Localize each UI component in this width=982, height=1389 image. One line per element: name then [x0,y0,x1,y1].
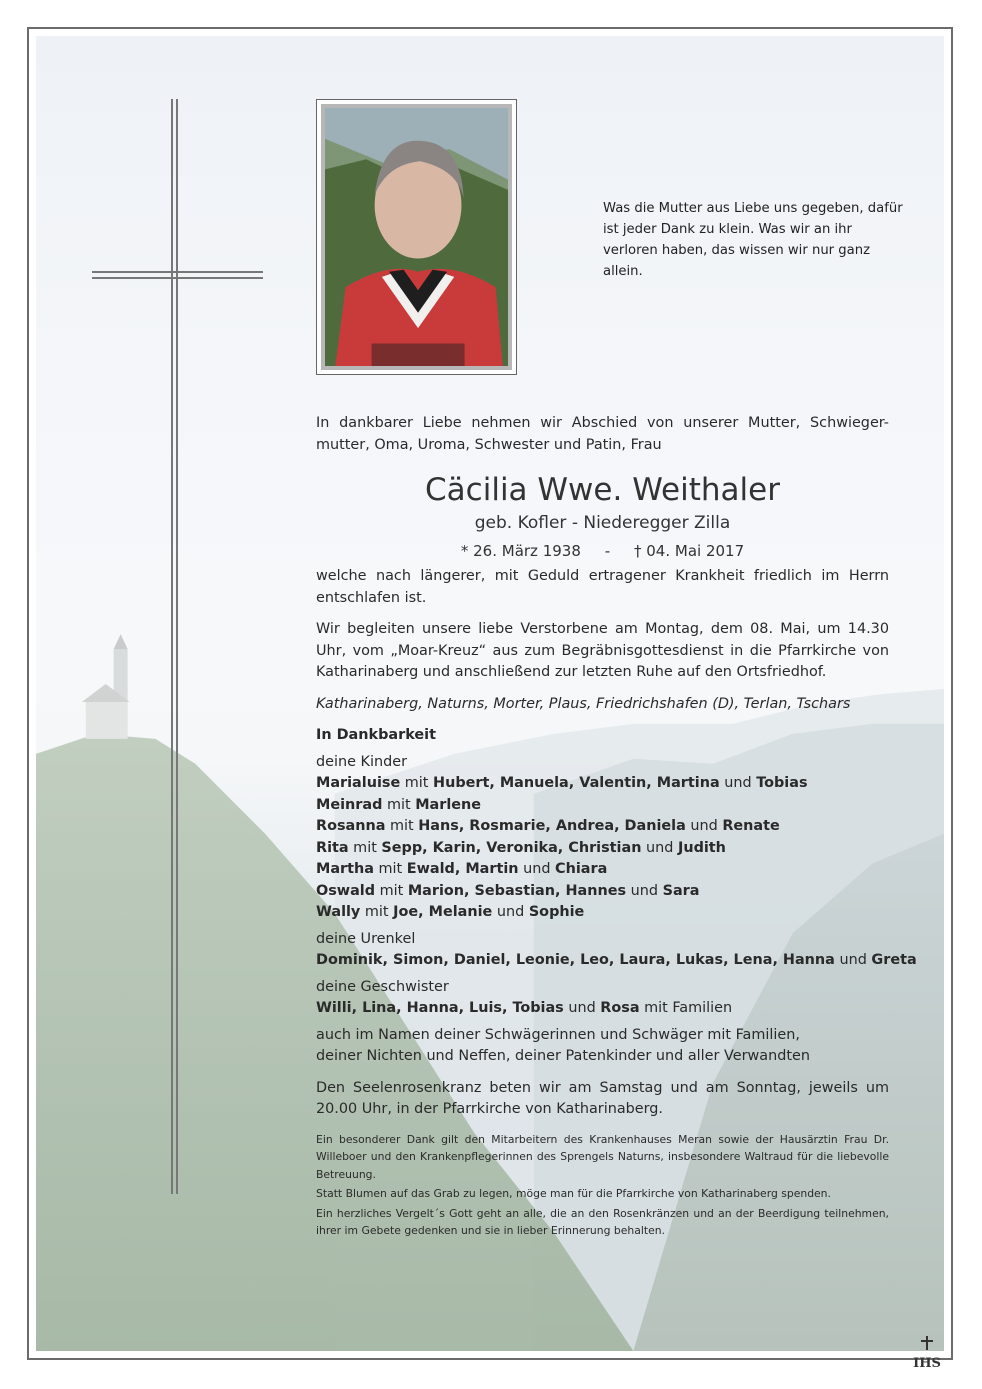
mit-word: mit [348,839,382,856]
child-family-names: Ewald, Martin [406,861,519,877]
siblings-last: Rosa [600,1000,640,1016]
great-grandchildren-und: und [834,952,872,968]
children-list [316,773,889,924]
thanks-text-3: Ein herzliches Vergelt´s Gott geht an alle, die an den Rosenkränzen und an der Beerdigung teilnehmen, ihrer im Gebete gedenken und sie in lieber Erinnerung behalten. [316,1206,889,1237]
child-name: Meinrad [316,796,383,813]
places-text: Katharinaberg, Naturns, Morter, Plaus, Friedrichshafen (D), Terlan, Tschars [316,695,851,712]
mit-word: mit [382,796,416,813]
portrait-photo [316,99,517,375]
great-grandchildren-last: Greta [871,952,917,968]
und-word: und [492,904,529,920]
funeral-text: Wir begleiten unsere liebe Verstorbene am Montag, dem 08. Mai, um 14.30 Uhr, vom „Moar-Kreuz“ aus zum Begräbnisgottesdienst in die Pfarrkirche von Katharinaberg und anschließend zur letzten Ruhe auf den Ortsfriedhof. [316,621,889,680]
siblings-line [316,998,889,1020]
memorial-quote: Was die Mutter aus Liebe uns gegeben, dafür ist jeder Dank zu klein. Was wir an ihr verloren haben, das wissen wir nur ganz allein. [603,201,903,279]
child-line [316,902,889,924]
obituary-text [316,413,917,1240]
siblings-heading: deine Geschwister [316,978,449,995]
siblings-tail: mit Familien [639,1000,733,1016]
thanks-text-1: Ein besonderer Dank gilt den Mitarbeitern des Krankenhauses Meran sowie der Hausärztin Frau Dr. Willeboer und den Krankenpflegerinnen des Sprengels Naturns, insbesondere Waltraud für die liebevolle Betreuung. [316,1132,889,1181]
child-line [316,881,889,903]
child-family-names: Marion, Sebastian, Hannes [407,882,627,899]
portrait-image [325,108,508,366]
ihs-emblem-icon [914,1336,940,1378]
child-family-last: Sophie [528,904,585,920]
child-name: Rita [316,839,349,856]
child-family-last: Chiara [555,861,608,877]
ihs-emblem-graphic [914,1336,940,1374]
relatives-line-2: deiner Nichten und Neffen, deiner Patenkinder und aller Verwandten [316,1048,810,1064]
child-line [316,838,889,860]
mit-word: mit [375,882,408,899]
great-grandchildren-names: Dominik, Simon, Daniel, Leonie, Leo, Laura, Lukas, Lena, Hanna [316,952,835,968]
gratitude-heading: In Dankbarkeit [316,727,436,743]
child-line [316,795,889,817]
great-grandchildren-line [316,950,917,972]
child-name: Wally [316,904,361,920]
child-name: Martha [316,861,374,877]
relatives-line-1: auch im Namen deiner Schwägerinnen und Schwäger mit Familien, [316,1026,800,1043]
great-grandchildren-heading: deine Urenkel [316,930,416,947]
mit-word: mit [360,904,394,920]
rosary-text: Den Seelenrosenkranz beten wir am Samstag und am Sonntag, jeweils um 20.00 Uhr, in der Pfarrkirche von Katharinaberg. [316,1079,889,1117]
death-date: † 04. Mai 2017 [633,542,745,560]
child-family-names: Joe, Melanie [393,904,493,920]
ihs-emblem-text: IHS [913,1356,941,1371]
und-word: und [641,839,678,856]
child-family-last: Judith [677,839,726,856]
passing-text: welche nach längerer, mit Geduld ertragener Krankheit friedlich im Herrn entschlafen ist. [316,568,889,606]
deceased-name: Cäcilia Wwe. Weithaler [425,472,780,508]
und-word: und [626,882,663,899]
child-family-names: Hans, Rosmarie, Andrea, Daniela [418,818,686,834]
intro-text: In dankbarer Liebe nehmen wir Abschied von unserer Mutter, Schwieger-mutter, Oma, Uroma, Schwester und Patin, Frau [316,415,889,453]
child-family-last: Tobias [756,775,808,791]
thanks-text-2: Statt Blumen auf das Grab zu legen, möge man für die Pfarrkirche von Katharinaberg spenden. [316,1187,831,1200]
children-heading: deine Kinder [316,753,407,770]
siblings-names: Willi, Lina, Hanna, Luis, Tobias [316,1000,564,1016]
child-name: Marialuise [316,775,401,791]
child-family-last: Sara [662,882,700,899]
mit-word: mit [373,861,407,877]
child-line [316,773,889,795]
birth-date: * 26. März 1938 [460,542,581,560]
und-word: und [719,775,757,791]
siblings-und: und [563,1000,601,1016]
child-family-last: Renate [722,818,780,834]
mit-word: mit [385,818,419,834]
life-dates [316,536,889,566]
child-family-names: Sepp, Karin, Veronika, Christian [381,839,642,856]
child-line [316,859,889,881]
child-line [316,816,889,838]
child-name: Rosanna [316,818,386,834]
maiden-name: geb. Kofler - Niederegger Zilla [474,513,731,533]
child-name: Oswald [316,882,376,899]
page-frame [27,27,953,1371]
und-word: und [685,818,723,834]
date-separator: - [604,542,611,560]
mit-word: mit [400,775,434,791]
page-background [36,36,944,1371]
child-family-names: Hubert, Manuela, Valentin, Martina [433,775,720,791]
und-word: und [518,861,556,877]
child-family-names: Marlene [415,796,482,813]
